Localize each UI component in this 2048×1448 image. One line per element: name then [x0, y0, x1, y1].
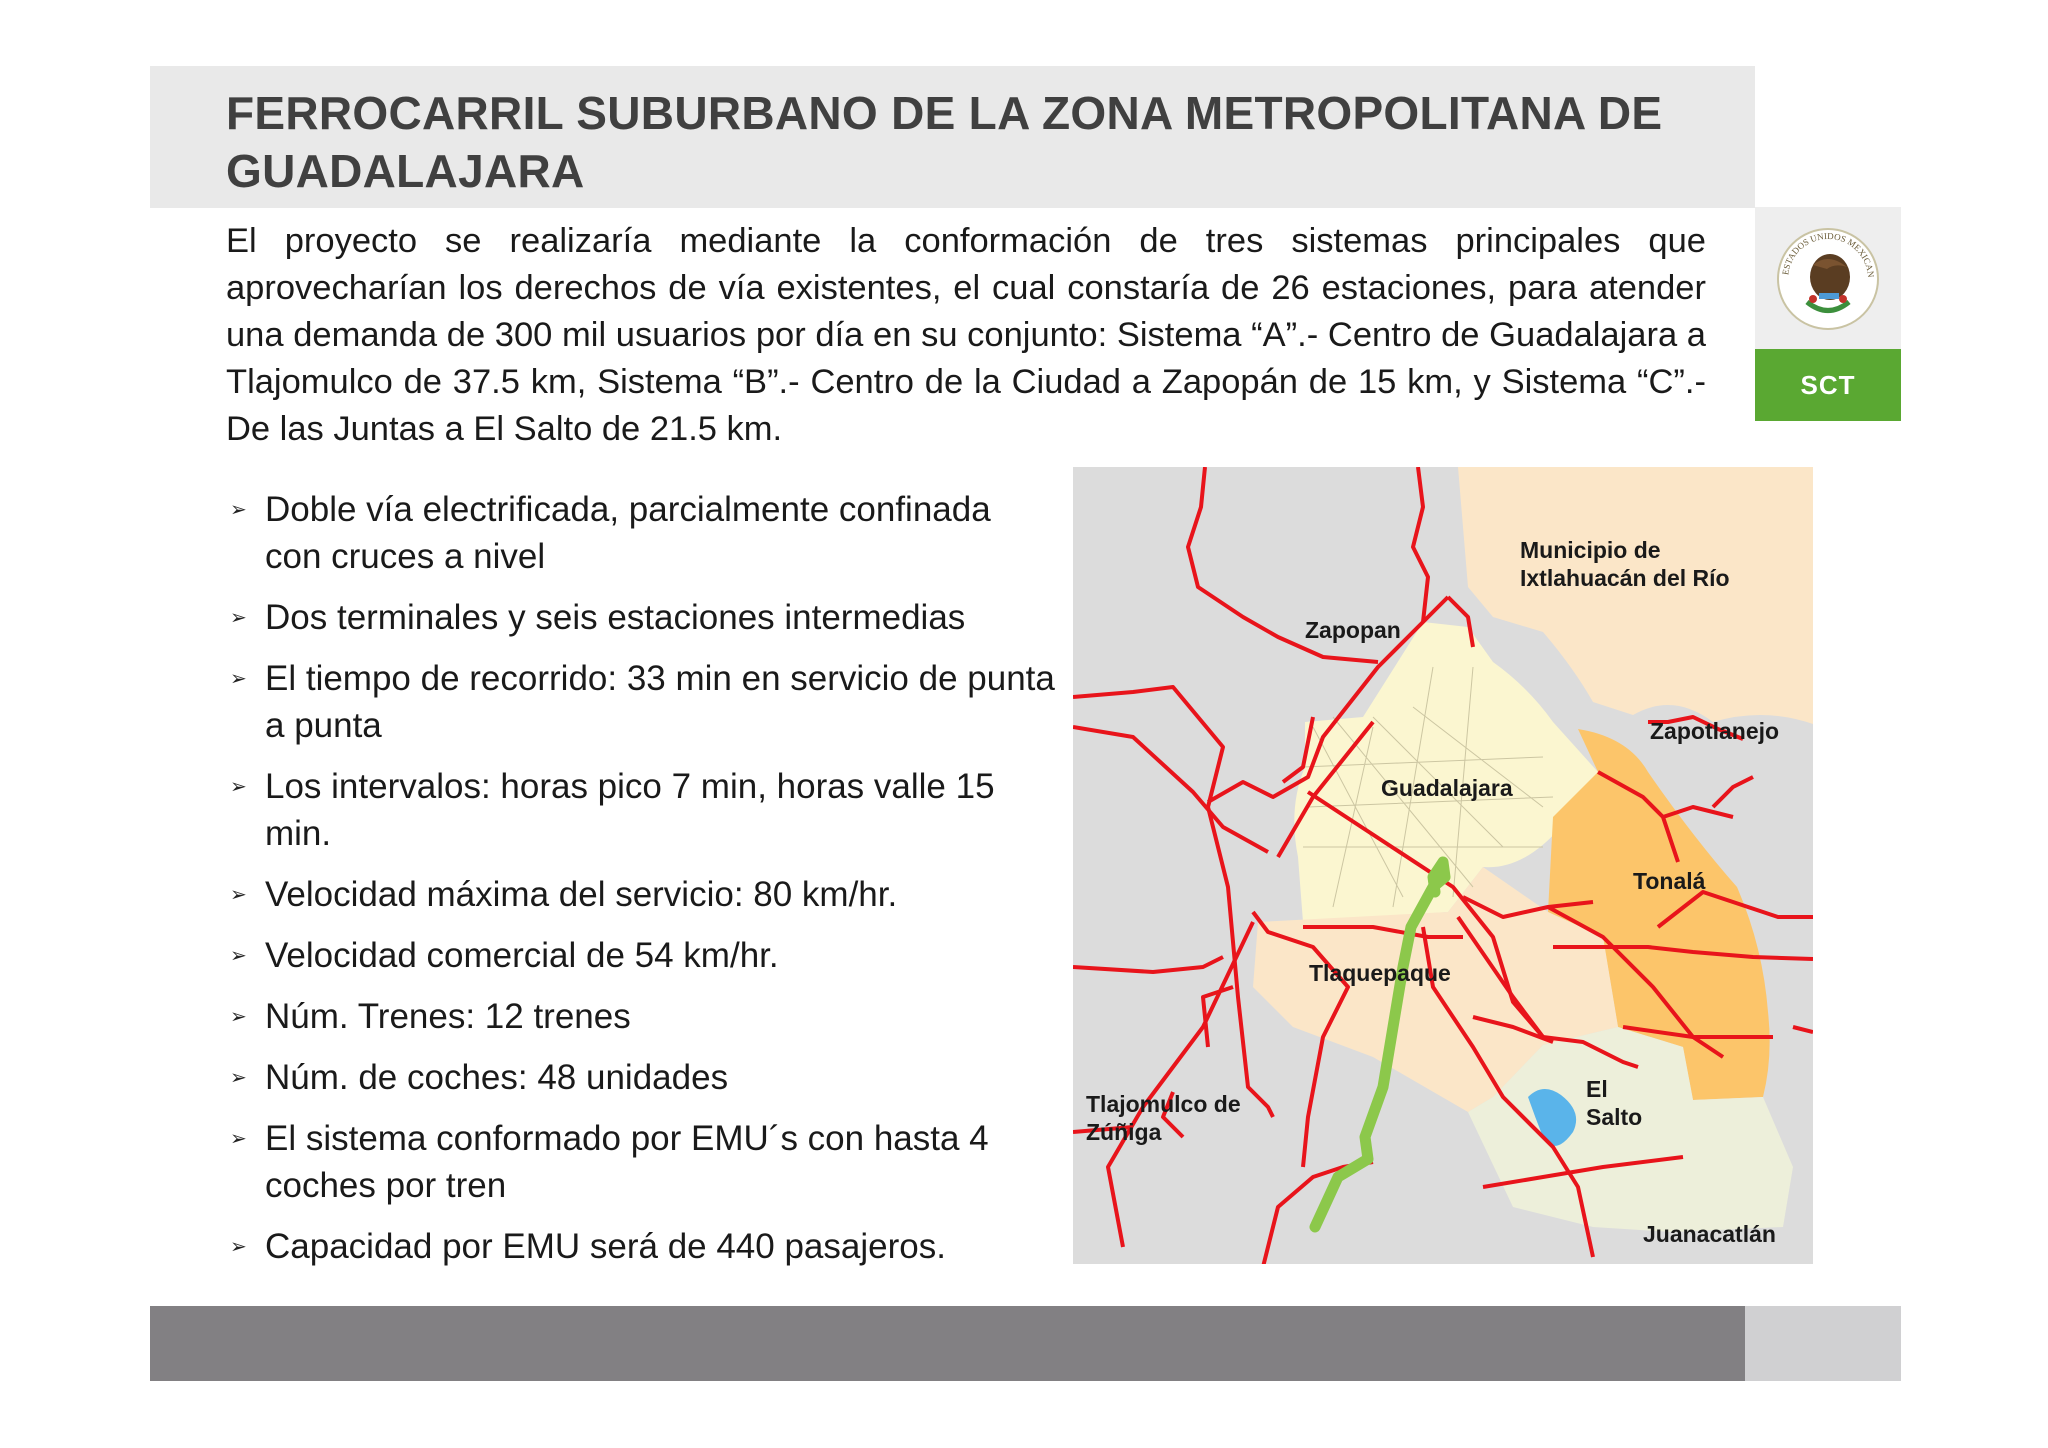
arrow-bullet-icon: ➢: [230, 668, 247, 690]
list-item: ➢ El sistema conformado por EMU´s con hasta 4 coches por tren: [226, 1115, 1056, 1209]
label-ixtlahuacan-1: Municipio de: [1520, 537, 1661, 563]
features-list: [226, 486, 1056, 1284]
label-zapotlanejo: Zapotlanejo: [1650, 718, 1780, 744]
label-tlaquepaque: Tlaquepaque: [1309, 960, 1451, 986]
list-item: ➢ Dos terminales y seis estaciones intermedias: [226, 594, 1056, 641]
footer-bar: [150, 1306, 1745, 1381]
list-item: ➢ Doble vía electrificada, parcialmente confinada con cruces a nivel: [226, 486, 1056, 580]
arrow-bullet-icon: ➢: [230, 1236, 247, 1258]
seal-text: ESTADOS UNIDOS MEXICAN: [1780, 230, 1877, 278]
label-guadalajara: Guadalajara: [1381, 775, 1513, 801]
label-el-salto-2: Salto: [1586, 1104, 1643, 1130]
label-ixtlahuacan-2: Ixtlahuacán del Río: [1520, 565, 1730, 591]
list-item: ➢ El tiempo de recorrido: 33 min en servicio de punta a punta: [226, 655, 1056, 749]
metro-map: [1073, 467, 1813, 1264]
label-tlajomulco-2: Zúñiga: [1086, 1119, 1162, 1145]
arrow-bullet-icon: ➢: [230, 607, 247, 629]
label-tonala: Tonalá: [1633, 868, 1706, 894]
label-tlajomulco-1: Tlajomulco de: [1086, 1091, 1241, 1117]
arrow-bullet-icon: ➢: [230, 499, 247, 521]
arrow-bullet-icon: ➢: [230, 1006, 247, 1028]
intro-paragraph: El proyecto se realizaría mediante la conformación de tres sistemas principales que aprovecharían los derechos de vía existentes, el cual constaría de 26 estaciones, para atender una demanda de 300 mil usuarios por día en su conjunto: Sistema “A”.- Centro de Guadalajara a Tlajomulco de 37.5 km, Sistema “B”.- Centro de la Ciudad a Zapopán de 15 km, y Sistema “C”.- De las Juntas a El Salto de 21.5 km.: [226, 222, 1706, 448]
logo-panel: [1755, 207, 1901, 349]
list-item: ➢ Los intervalos: horas pico 7 min, horas valle 15 min.: [226, 763, 1056, 857]
page-title: FERROCARRIL SUBURBANO DE LA ZONA METROPOLITANA DE GUADALAJARA: [226, 87, 1663, 197]
sct-logo: SCT: [1755, 349, 1901, 421]
arrow-bullet-icon: ➢: [230, 1128, 247, 1150]
arrow-bullet-icon: ➢: [230, 884, 247, 906]
list-item: ➢ Capacidad por EMU será de 440 pasajeros.: [226, 1223, 1056, 1270]
arrow-bullet-icon: ➢: [230, 776, 247, 798]
list-item: ➢ Velocidad máxima del servicio: 80 km/hr.: [226, 871, 1056, 918]
arrow-bullet-icon: ➢: [230, 945, 247, 967]
label-zapopan: Zapopan: [1305, 617, 1401, 643]
arrow-bullet-icon: ➢: [230, 1067, 247, 1089]
label-el-salto-1: El: [1586, 1076, 1608, 1102]
list-item: ➢ Núm. de coches: 48 unidades: [226, 1054, 1056, 1101]
list-item: ➢ Núm. Trenes: 12 trenes: [226, 993, 1056, 1040]
mexican-seal-icon: [1755, 207, 1901, 349]
footer-bar-accent: [1745, 1306, 1901, 1381]
label-juanacatlan: Juanacatlán: [1643, 1221, 1776, 1247]
list-item: ➢ Velocidad comercial de 54 km/hr.: [226, 932, 1056, 979]
